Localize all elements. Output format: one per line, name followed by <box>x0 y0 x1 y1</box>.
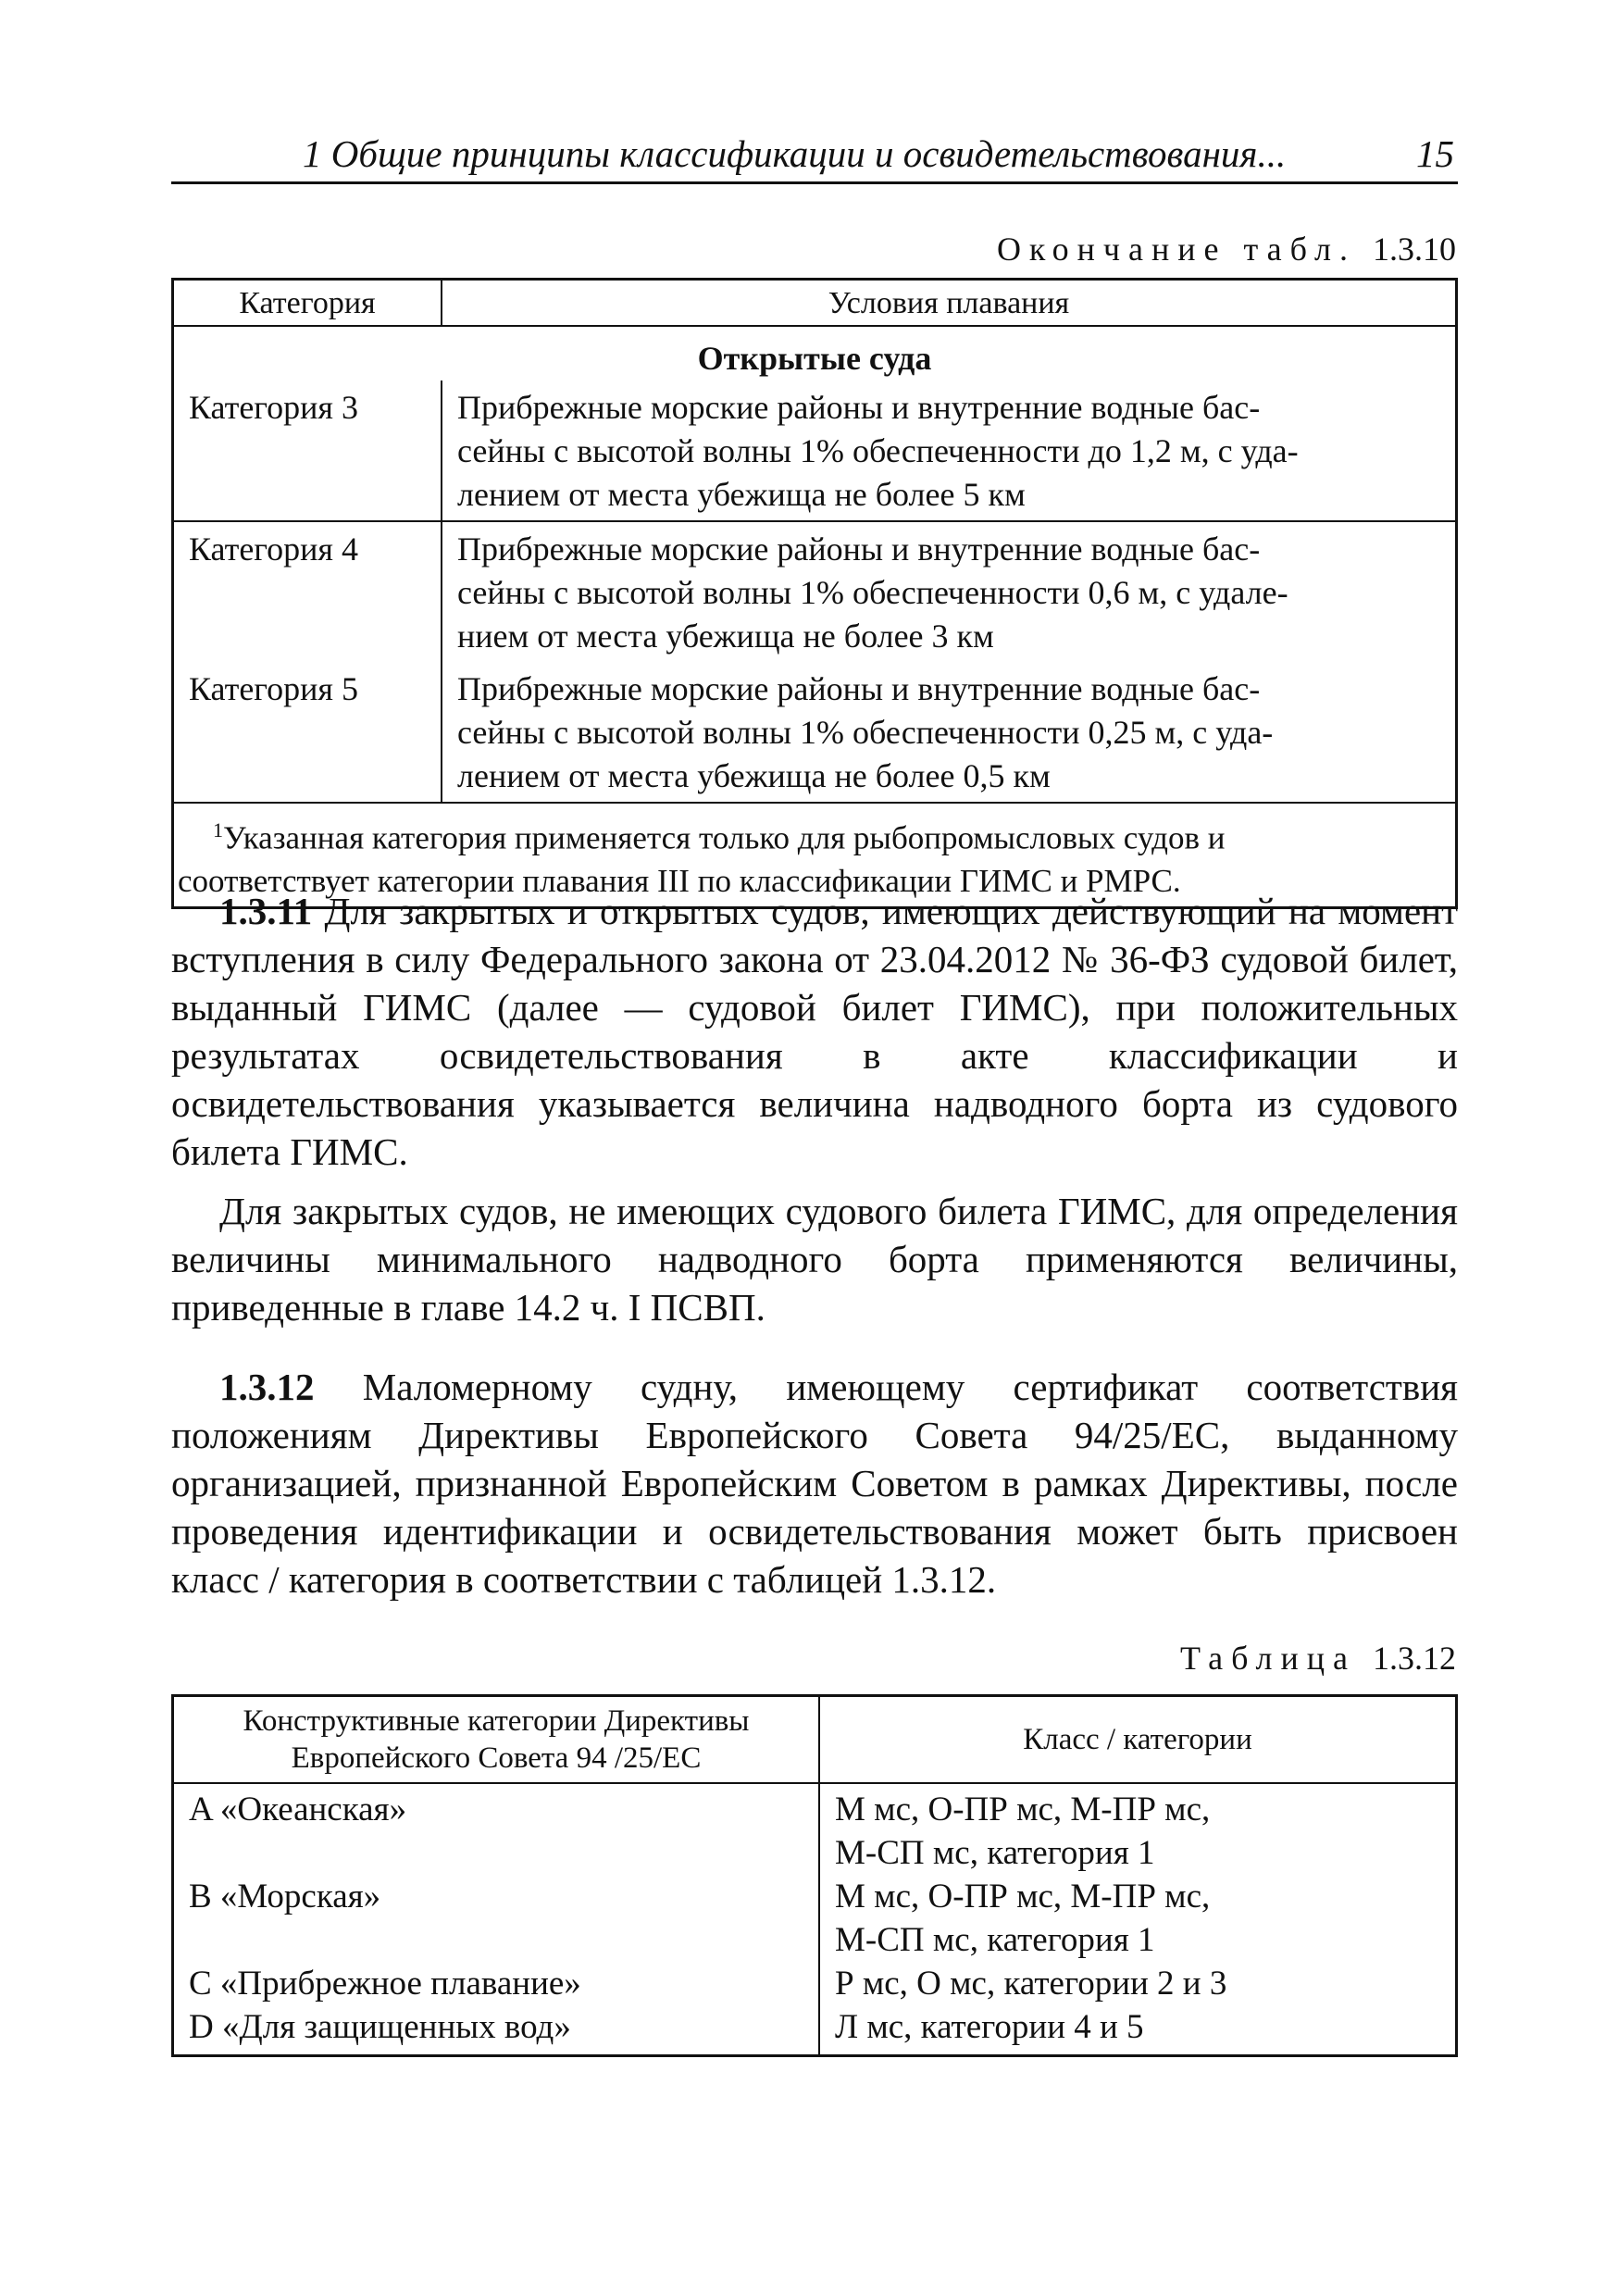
table-row <box>173 1962 1457 2005</box>
class-cell: М мс, О-ПР мс, М-ПР мс, <box>819 1783 1457 1831</box>
conditions-cell <box>442 381 1457 521</box>
class-cell: М-СП мс, категория 1 <box>819 1831 1457 1875</box>
conditions-line: Прибрежные морские районы и внутренние водные бас- <box>457 530 1261 568</box>
conditions-line: сейны с высотой волны 1% обеспеченности до 1,2 м, с уда- <box>457 432 1299 469</box>
page-number: 15 <box>1416 132 1454 175</box>
table-row <box>173 1875 1457 1918</box>
directive-category-cell <box>173 1918 820 1962</box>
directive-category-cell: A «Океанская» <box>173 1783 820 1831</box>
directive-category-cell: C «Прибрежное плавание» <box>173 1962 820 2005</box>
body-text <box>171 887 1458 1615</box>
conditions-line: сейны с высотой волны 1% обеспеченности 0,6 м, с удале- <box>457 574 1288 611</box>
header-class-categories: Класс / категории <box>819 1696 1457 1784</box>
table-row <box>173 1918 1457 1962</box>
conditions-line: нием от места убежища не более 3 км <box>457 618 994 655</box>
table-2-caption <box>1180 1639 1456 1678</box>
conditions-line: сейны с высотой волны 1% обеспеченности 0,25 м, с уда- <box>457 714 1274 751</box>
category-cell: Категория 4 <box>173 521 442 662</box>
paragraph: Для закрытых судов, не имеющих судового билета ГИМС, для определения величины минимального надводного борта применяются величины, приведенные в главе 14.2 ч. I ПСВП. <box>171 1190 1458 1329</box>
conditions-cell <box>442 521 1457 662</box>
header-line: Конструктивные категории Директивы <box>243 1704 750 1738</box>
class-cell: М мс, О-ПР мс, М-ПР мс, <box>819 1875 1457 1918</box>
table-row <box>173 662 1457 803</box>
table-row <box>173 2005 1457 2056</box>
table-2-caption-word: Таблица <box>1180 1640 1356 1677</box>
table-1-caption <box>997 230 1456 268</box>
table-row <box>173 1783 1457 1831</box>
table-2-caption-number: 1.3.12 <box>1373 1640 1456 1677</box>
class-cell: М-СП мс, категория 1 <box>819 1918 1457 1962</box>
table-row <box>173 1831 1457 1875</box>
table-1-caption-number: 1.3.10 <box>1373 231 1456 268</box>
table-header-row <box>173 280 1457 327</box>
header-conditions: Условия плавания <box>442 280 1457 327</box>
directive-category-cell: B «Морская» <box>173 1875 820 1918</box>
paragraph-text: Для закрытых и открытых судов, имеющих действующий на момент вступления в силу Федерального закона от 23.04.2012 № 36-ФЗ судовой билет, выданный ГИМС (далее — судовой билет ГИМС), при положительных результатах освидетельствования в акте классификации и освидетельствования указывается величина надводного борта из судового билета ГИМС. <box>171 890 1458 1173</box>
clause-number: 1.3.11 <box>219 890 313 932</box>
table-row <box>173 381 1457 521</box>
footnote-mark: 1 <box>213 818 223 842</box>
table-1-3-10 <box>171 278 1458 909</box>
footnote-text: Указанная категория применяется только для рыбопромысловых судов и <box>223 819 1226 856</box>
footnote-line: соответствует категории плавания III по классификации ГИМС и РМРС. <box>178 862 1181 899</box>
table-subheading: Открытые суда <box>173 326 1457 381</box>
running-head-title: 1 Общие принципы классификации и освидетельствования... <box>303 132 1287 175</box>
class-cell: Л мс, категории 4 и 5 <box>819 2005 1457 2056</box>
footnote-line <box>178 809 1450 860</box>
conditions-line: Прибрежные морские районы и внутренние водные бас- <box>457 389 1261 426</box>
conditions-line: лением от места убежища не более 5 км <box>457 476 1026 513</box>
category-cell: Категория 3 <box>173 381 442 521</box>
conditions-cell <box>442 662 1457 803</box>
table-1-3-12 <box>171 1694 1458 2057</box>
header-line: Европейского Совета 94 /25/ЕС <box>291 1741 702 1775</box>
directive-category-cell: D «Для защищенных вод» <box>173 2005 820 2056</box>
table-row <box>173 521 1457 662</box>
class-cell: Р мс, О мс, категории 2 и 3 <box>819 1962 1457 2005</box>
running-head <box>171 128 1458 184</box>
clause-number: 1.3.12 <box>219 1366 315 1408</box>
directive-category-cell <box>173 1831 820 1875</box>
paragraph-1-3-11 <box>171 887 1458 1176</box>
conditions-line: лением от места убежища не более 0,5 км <box>457 757 1051 794</box>
table-header-row <box>173 1696 1457 1784</box>
table-subheading-row <box>173 326 1457 381</box>
conditions-line: Прибрежные морские районы и внутренние водные бас- <box>457 670 1261 707</box>
header-directive-categories <box>173 1696 820 1784</box>
category-cell: Категория 5 <box>173 662 442 803</box>
header-category: Категория <box>173 280 442 327</box>
table-1-caption-word: Окончание табл. <box>996 231 1356 268</box>
paragraph-1-3-12 <box>171 1363 1458 1603</box>
paragraph-text: Маломерному судну, имеющему сертификат соответствия положениям Директивы Европейского Совета 94/25/ЕС, выданному организацией, признанной Европейским Советом в рамках Директивы, после проведения идентификации и освидетельствования может быть присвоен класс / категория в соответствии с таблицей 1.3.12. <box>171 1366 1458 1601</box>
